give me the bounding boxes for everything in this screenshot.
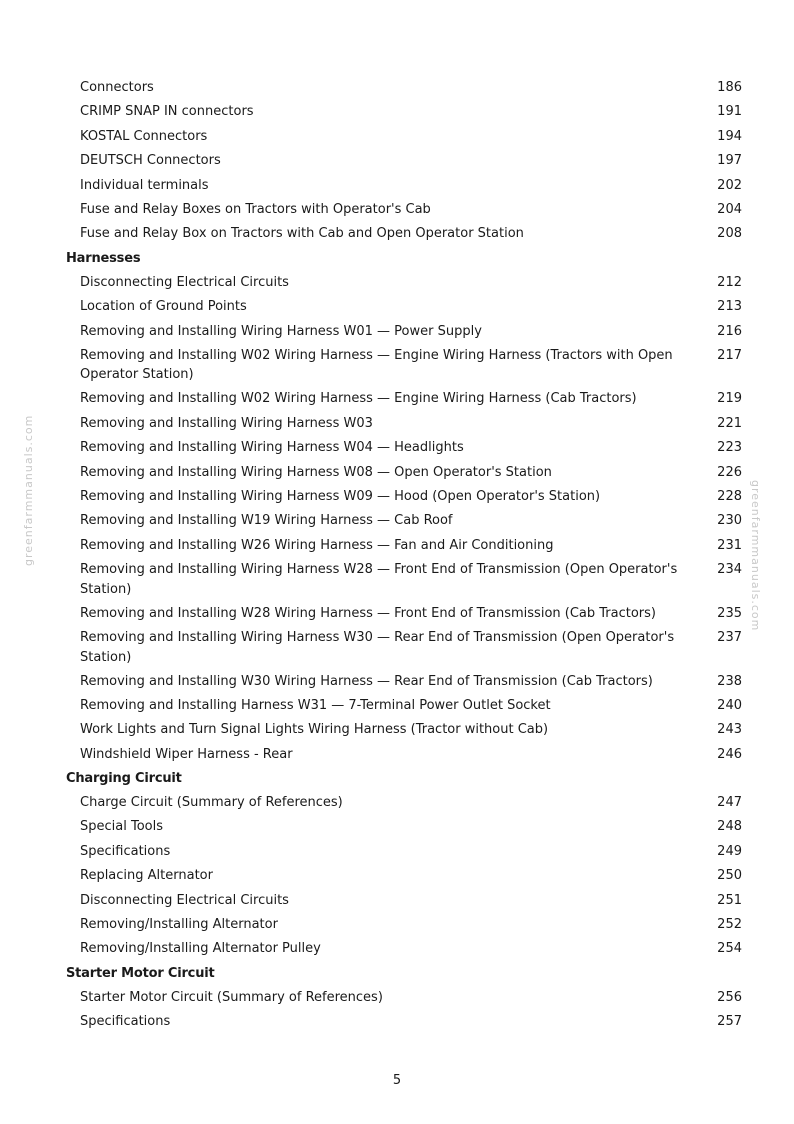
toc-entry-title: Fuse and Relay Box on Tractors with Cab and Open Operator Station	[80, 226, 524, 242]
toc-entry-title: Special Tools	[80, 819, 163, 835]
toc-entry-page: 250	[717, 868, 742, 884]
toc-entry-title: Removing and Installing Wiring Harness W04 — Headlights	[80, 440, 464, 456]
toc-entry-page: 212	[717, 274, 742, 290]
toc-entry[interactable]	[0, 224, 794, 248]
toc-entry-title: Location of Ground Points	[80, 299, 247, 315]
toc-entry-page: 223	[717, 440, 742, 456]
toc-entry-page: 235	[717, 605, 742, 621]
toc-entry-title: CRIMP SNAP IN connectors	[80, 104, 254, 120]
toc-entry-page: 243	[717, 722, 742, 738]
toc-entry-page: 208	[717, 226, 742, 242]
toc-entry[interactable]	[0, 560, 794, 604]
toc-entry-title: Removing and Installing W02 Wiring Harness — Engine Wiring Harness (Tractors with Open Operator Station)	[80, 347, 673, 383]
toc-entry[interactable]	[0, 891, 794, 915]
toc-entry-page: 194	[717, 128, 742, 144]
toc-entry-page: 217	[717, 347, 742, 363]
toc-entry[interactable]	[0, 511, 794, 535]
toc-entry-title: Removing and Installing Wiring Harness W08 — Open Operator's Station	[80, 464, 552, 480]
toc-entry-title: Removing and Installing W28 Wiring Harness — Front End of Transmission (Cab Tractors)	[80, 605, 656, 621]
toc-entry[interactable]	[0, 604, 794, 628]
toc-entry-title: Disconnecting Electrical Circuits	[80, 892, 289, 908]
toc-entry[interactable]	[0, 487, 794, 511]
toc-entry-page: 231	[717, 537, 742, 553]
toc-entry-title: Removing and Installing Wiring Harness W01 — Power Supply	[80, 323, 482, 339]
toc-entry-title: Replacing Alternator	[80, 868, 213, 884]
toc-entry-page: 249	[717, 843, 742, 859]
toc-entry-title: DEUTSCH Connectors	[80, 153, 221, 169]
toc-entry-page: 247	[717, 795, 742, 811]
toc-entry[interactable]	[0, 915, 794, 939]
toc-entry-page: 240	[717, 697, 742, 713]
toc-entry[interactable]	[0, 745, 794, 769]
toc-entry[interactable]	[0, 127, 794, 151]
page-number: 5	[392, 1073, 402, 1088]
toc-entry[interactable]	[0, 696, 794, 720]
toc-entry-title: Disconnecting Electrical Circuits	[80, 274, 289, 290]
toc-entry[interactable]	[0, 389, 794, 413]
toc-entry[interactable]	[0, 842, 794, 866]
toc-entry[interactable]	[0, 346, 794, 390]
toc-entry-title: Removing and Installing Wiring Harness W28 — Front End of Transmission (Open Operator's Station)	[80, 562, 678, 597]
toc-entry[interactable]	[0, 297, 794, 321]
toc-entry-title: Individual terminals	[80, 177, 209, 193]
toc-section-heading: Starter Motor Circuit	[66, 965, 215, 981]
toc-section-heading: Charging Circuit	[66, 771, 182, 787]
toc-entry[interactable]	[0, 988, 794, 1012]
toc-entry-title: Removing and Installing Harness W31 — 7-Terminal Power Outlet Socket	[80, 697, 551, 713]
toc-section-heading: Harnesses	[66, 250, 141, 266]
toc-entry-title: Removing and Installing W30 Wiring Harness — Rear End of Transmission (Cab Tractors)	[80, 673, 653, 689]
toc-entry-page: 186	[717, 80, 742, 95]
toc-entry-page: 254	[717, 941, 742, 957]
toc-entry[interactable]	[0, 939, 794, 963]
toc-entry-page: 204	[717, 201, 742, 217]
toc-entry-title: Work Lights and Turn Signal Lights Wiring Harness (Tractor without Cab)	[80, 722, 549, 738]
toc-entry[interactable]	[0, 273, 794, 297]
toc-entry-page: 197	[717, 153, 742, 169]
toc-entry[interactable]	[0, 151, 794, 175]
toc-entry-title: Specifications	[80, 843, 171, 859]
toc-entry-page: 228	[717, 488, 742, 504]
toc-entry[interactable]	[0, 414, 794, 438]
toc-entry-page: 246	[717, 746, 742, 762]
toc-entry[interactable]	[0, 720, 794, 744]
toc-entry-page: 216	[717, 323, 742, 339]
toc-entry-title: KOSTAL Connectors	[80, 128, 208, 144]
toc-entry[interactable]	[0, 628, 794, 672]
toc-entry-title: Removing and Installing W02 Wiring Harness — Engine Wiring Harness (Cab Tractors)	[80, 391, 637, 407]
toc-entry-title: Specifications	[80, 1014, 171, 1030]
toc-entry-page: 202	[717, 177, 742, 193]
watermark-left: greenfarmmanuals.com	[22, 414, 35, 566]
toc-entry[interactable]	[0, 102, 794, 126]
toc-entry-title: Removing and Installing Wiring Harness W09 — Hood (Open Operator's Station)	[80, 488, 601, 504]
toc-entry-title: Fuse and Relay Boxes on Tractors with Operator's Cab	[80, 201, 431, 217]
toc-entry-page: 191	[717, 104, 742, 120]
toc-entry-page: 219	[717, 391, 742, 407]
toc-entry[interactable]	[0, 793, 794, 817]
toc-entry-title: Removing and Installing Wiring Harness W03	[80, 415, 373, 431]
toc-entry-title: Removing and Installing Wiring Harness W30 — Rear End of Transmission (Open Operator's Station)	[80, 630, 675, 665]
toc-entry-page: 221	[717, 415, 742, 431]
toc-entry-title: Charge Circuit (Summary of References)	[80, 795, 343, 811]
toc-entry-page: 251	[717, 892, 742, 908]
toc-entry-title: Starter Motor Circuit (Summary of References)	[80, 989, 383, 1005]
toc-entry[interactable]	[0, 1012, 794, 1036]
toc-entry[interactable]	[0, 176, 794, 200]
toc-entry-page: 257	[717, 1014, 742, 1030]
toc-entry[interactable]	[0, 78, 794, 102]
toc-entry[interactable]	[0, 866, 794, 890]
toc-entry-page: 256	[717, 989, 742, 1005]
toc-entry-title: Connectors	[80, 80, 154, 95]
toc-entry-title: Removing and Installing W19 Wiring Harness — Cab Roof	[80, 513, 453, 529]
toc-entry[interactable]	[0, 200, 794, 224]
watermark-right: greenfarmmanuals.com	[749, 480, 762, 632]
toc-entry[interactable]	[0, 817, 794, 841]
table-of-contents	[0, 78, 794, 1037]
toc-entry-page: 252	[717, 917, 742, 933]
toc-entry-page: 238	[717, 673, 742, 689]
toc-entry-title: Removing/Installing Alternator	[80, 917, 278, 933]
toc-entry-page: 234	[717, 562, 742, 578]
toc-entry[interactable]	[0, 322, 794, 346]
toc-entry-title: Removing and Installing W26 Wiring Harness — Fan and Air Conditioning	[80, 537, 554, 553]
toc-entry-page: 226	[717, 464, 742, 480]
toc-entry[interactable]	[0, 536, 794, 560]
toc-entry-page: 230	[717, 513, 742, 529]
toc-entry-page: 237	[717, 630, 742, 646]
toc-entry-title: Removing/Installing Alternator Pulley	[80, 941, 321, 957]
toc-entry-page: 213	[717, 299, 742, 315]
toc-entry-page: 248	[717, 819, 742, 835]
toc-entry[interactable]	[0, 463, 794, 487]
toc-entry[interactable]	[0, 438, 794, 462]
toc-entry[interactable]	[0, 672, 794, 696]
toc-entry-title: Windshield Wiper Harness - Rear	[80, 746, 293, 762]
